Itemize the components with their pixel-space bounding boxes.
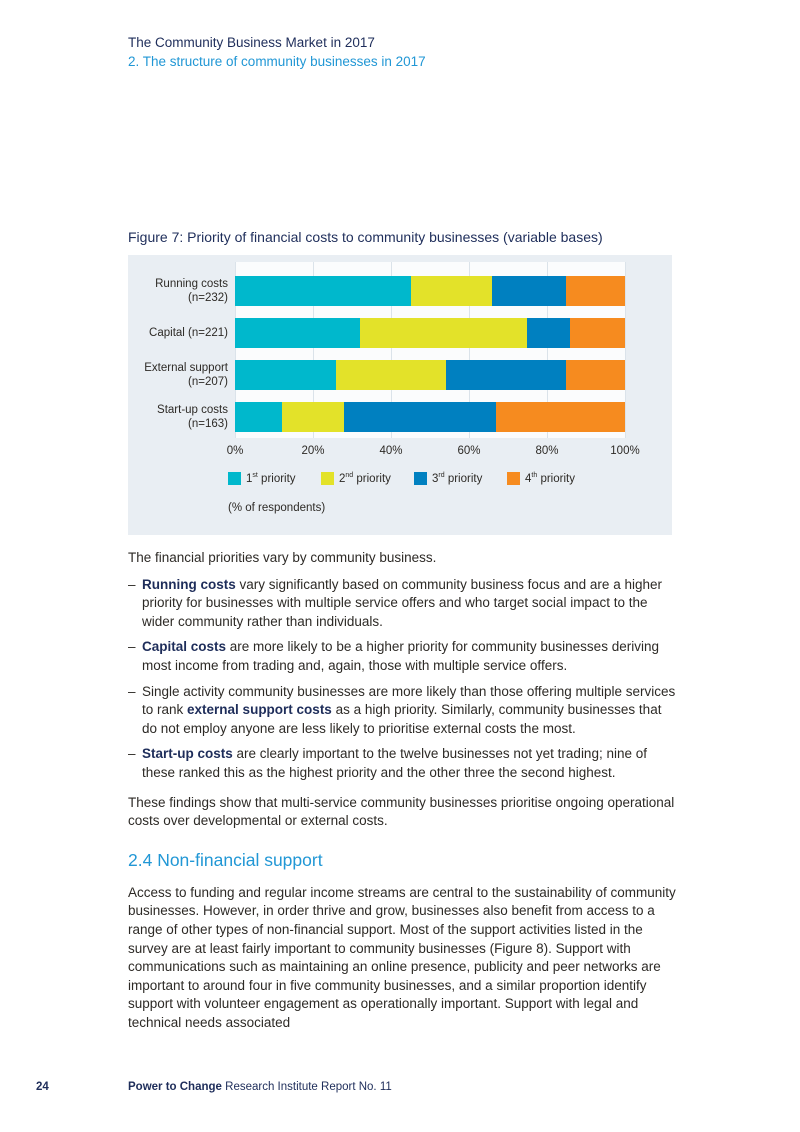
section-heading: 2.4 Non-financial support bbox=[128, 849, 323, 870]
legend-label: 3rd priority bbox=[432, 472, 483, 485]
x-axis bbox=[226, 445, 640, 459]
bar-segment bbox=[570, 318, 625, 348]
bar-segment bbox=[344, 402, 496, 432]
x-tick-label: 80% bbox=[535, 445, 559, 457]
bullet-text-post: as a high priority. Similarly, community businesses that do not employ anyone are less likely to prioritise external costs the most. bbox=[142, 702, 662, 736]
bar-segment bbox=[566, 360, 625, 390]
bullet-bold-term: Capital costs bbox=[142, 639, 227, 655]
bullet-marker: – bbox=[128, 683, 136, 699]
bullet-list bbox=[128, 576, 680, 783]
legend-item bbox=[507, 472, 600, 485]
chart-legend bbox=[228, 472, 600, 485]
bar-track bbox=[235, 402, 625, 432]
bar-track bbox=[235, 318, 625, 348]
chart-row bbox=[135, 318, 625, 348]
legend-swatch bbox=[228, 472, 241, 485]
bullet-text-post: are more likely to be a higher priority for community businesses deriving most income from trading and, again, those with multiple service offers. bbox=[142, 639, 659, 673]
bullet-external-support bbox=[128, 683, 680, 739]
page-number: 24 bbox=[36, 1081, 49, 1093]
bar-segment bbox=[496, 402, 625, 432]
bar-segment bbox=[282, 402, 344, 432]
bar-segment bbox=[411, 276, 493, 306]
category-label: Capital (n=221) bbox=[149, 327, 228, 339]
figure-title: Figure 7: Priority of financial costs to community businesses (variable bases) bbox=[128, 229, 603, 245]
x-tick-label: 100% bbox=[610, 445, 640, 457]
chart-row bbox=[135, 360, 625, 390]
chart-rows bbox=[135, 276, 625, 444]
legend-swatch bbox=[414, 472, 427, 485]
page-header bbox=[128, 33, 426, 71]
bar-segment bbox=[446, 360, 567, 390]
footer-brand: Power to Change bbox=[128, 1081, 222, 1093]
intro-paragraph: The financial priorities vary by community business. bbox=[128, 550, 437, 565]
bar-segment bbox=[235, 276, 411, 306]
legend-label: 1st priority bbox=[246, 472, 296, 485]
footer-text bbox=[128, 1081, 392, 1093]
legend-item bbox=[228, 472, 321, 485]
chart-note: (% of respondents) bbox=[228, 502, 326, 514]
chart-row bbox=[135, 276, 625, 306]
bullet-marker: – bbox=[128, 639, 136, 655]
x-tick-label: 0% bbox=[226, 445, 244, 457]
x-tick-label: 60% bbox=[457, 445, 481, 457]
bullet-running-costs bbox=[128, 576, 680, 632]
bar-segment bbox=[360, 318, 528, 348]
bar-track bbox=[235, 360, 625, 390]
legend-label: 2nd priority bbox=[339, 472, 391, 485]
category-label: External support (n=207) bbox=[144, 362, 228, 388]
bullet-text-post: vary significantly based on community business focus and are a higher priority for businesses with multiple service offers and who target social impact to the wider community rather than individuals. bbox=[142, 576, 662, 629]
figure-panel bbox=[128, 255, 672, 535]
bullet-capital-costs bbox=[128, 638, 680, 675]
legend-swatch bbox=[507, 472, 520, 485]
legend-label: 4th priority bbox=[525, 472, 575, 485]
x-tick-label: 20% bbox=[301, 445, 325, 457]
bullet-text-pre: Single activity community businesses are more likely than those offering multiple services to rank bbox=[142, 683, 676, 718]
bar-segment bbox=[336, 360, 445, 390]
bar-segment bbox=[527, 318, 570, 348]
chart-row bbox=[135, 402, 625, 432]
bar-segment bbox=[235, 360, 336, 390]
bar-segment bbox=[235, 318, 360, 348]
bullet-text-post: are clearly important to the twelve businesses not yet trading; nine of these ranked this as the highest priority and the other three the second highest. bbox=[142, 746, 647, 780]
category-label: Running costs (n=232) bbox=[155, 278, 228, 304]
bullet-bold-term: external support costs bbox=[187, 702, 332, 718]
bullet-marker: – bbox=[128, 576, 136, 592]
bullet-startup-costs bbox=[128, 745, 680, 782]
gridline bbox=[625, 262, 626, 438]
bar-segment bbox=[235, 402, 282, 432]
bar-segment bbox=[566, 276, 625, 306]
bar-track bbox=[235, 276, 625, 306]
report-title: The Community Business Market in 2017 bbox=[128, 35, 375, 50]
bullet-bold-term: Start-up costs bbox=[142, 746, 233, 762]
bar-segment bbox=[492, 276, 566, 306]
x-tick-label: 40% bbox=[379, 445, 403, 457]
category-label: Start-up costs (n=163) bbox=[157, 404, 228, 430]
legend-item bbox=[414, 472, 507, 485]
chapter-title: 2. The structure of community businesses in 2017 bbox=[128, 54, 426, 69]
bullet-bold-term: Running costs bbox=[142, 576, 236, 592]
body-text bbox=[128, 549, 680, 1033]
footer-report-name: Research Institute Report No. 11 bbox=[221, 1081, 392, 1093]
section-paragraph: Access to funding and regular income streams are central to the sustainability of community businesses. However, in order thrive and grow, businesses also benefit from access to a range of other types of non-financial support. Most of the support activities listed in the survey are at least fairly important to community businesses (Figure 8). Support with communications such as maintaining an online presence, publicity and peer networks are important to around four in five community businesses, and a similar proportion identify support with volunteer engagement as operationally important. Support with legal and technical needs associated bbox=[128, 884, 676, 1030]
legend-item bbox=[321, 472, 414, 485]
bullet-marker: – bbox=[128, 746, 136, 762]
legend-swatch bbox=[321, 472, 334, 485]
closing-paragraph: These findings show that multi-service community businesses prioritise ongoing operational costs over developmental or external costs. bbox=[128, 794, 675, 829]
